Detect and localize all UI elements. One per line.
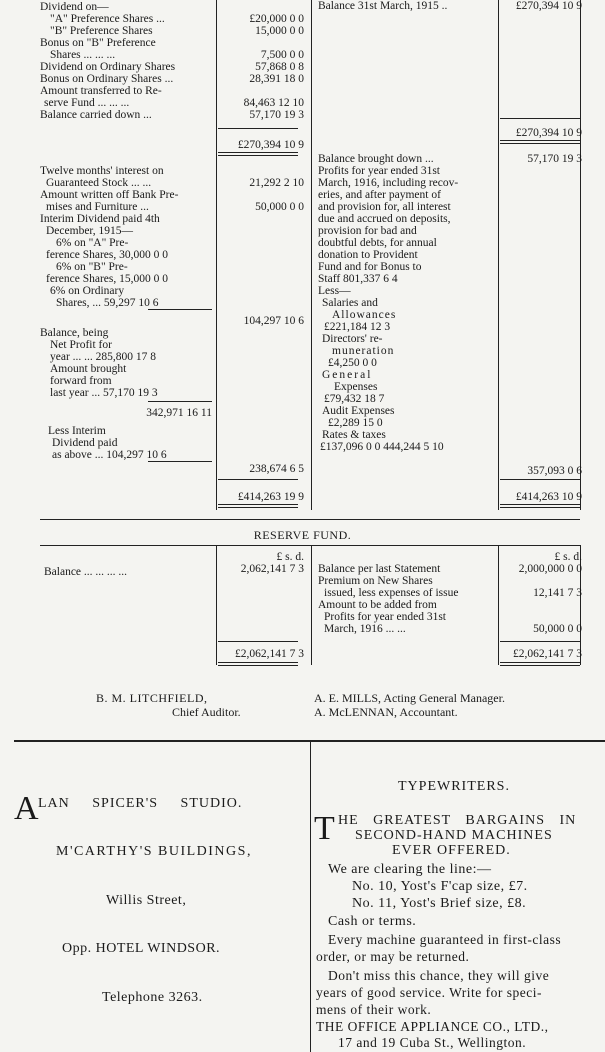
subtotal-rule	[218, 641, 298, 642]
entry-line: Balance, being	[40, 327, 109, 339]
typewriters-heading: TYPEWRITERS.	[398, 779, 510, 794]
signature-left-title: Chief Auditor.	[172, 705, 241, 719]
signature-right-name: A. E. MILLS, Acting General Manager.	[314, 691, 505, 705]
amount-line: 28,391 18 0	[249, 73, 304, 85]
reserve-fund-title: RESERVE FUND.	[253, 528, 352, 542]
subtotal-rule	[500, 118, 580, 119]
entry-line: last year ... 57,170 19 3	[50, 387, 158, 399]
reserve-right-amount: 12,141 7 3	[533, 587, 582, 599]
entry-line: ference Shares, 30,000 0 0	[46, 249, 168, 261]
typewriters-line: Cash or terms.	[328, 914, 417, 929]
entry-line: £137,096 0 0 444,244 5 10	[320, 441, 444, 453]
amount-line: 15,000 0 0	[255, 25, 304, 37]
entry-line: Salaries and	[322, 297, 378, 309]
entry-line: Less Interim	[48, 425, 106, 437]
typewriters-title-2: SECOND-HAND MACHINES	[355, 828, 553, 843]
entry-line: Interim Dividend paid 4th	[40, 213, 160, 225]
entry-line: Amount to be added from	[318, 599, 437, 611]
entry-line: muneration	[332, 345, 395, 357]
typewriters-line: order, or may be returned.	[316, 949, 470, 964]
entry-line: General	[322, 369, 373, 381]
entry-line: Amount written off Bank Pre-	[40, 189, 179, 201]
amount-line: 84,463 12 10	[243, 97, 304, 109]
reserve-header-rule	[40, 545, 580, 546]
section-divider	[40, 519, 580, 520]
right-grand-total: £414,263 10 9	[515, 491, 582, 503]
entry-line: and provision for, all interest	[318, 201, 451, 213]
entry-line: Expenses	[334, 381, 378, 393]
signature-right-title: A. McLENNAN, Accountant.	[314, 705, 458, 719]
entry-line: Dividend on Ordinary Shares	[40, 61, 176, 73]
entry-line: provision for bad and	[318, 225, 417, 237]
entry-line: Profits for year ended 31st	[318, 165, 440, 177]
subtotal-rule	[500, 641, 580, 642]
typewriters-line: No. 11, Yost's Brief size, £8.	[352, 896, 527, 911]
entry-line: Amount transferred to Re-	[40, 85, 162, 97]
total-rule	[218, 152, 298, 156]
total-rule	[500, 662, 580, 666]
left-less-entries	[48, 425, 167, 461]
entry-line: donation to Provident	[318, 249, 418, 261]
entry-line: "A" Preference Shares ...	[50, 13, 165, 25]
entry-line: March, 1916 ... ...	[324, 623, 406, 635]
typewriters-title-3: EVER OFFERED.	[392, 843, 511, 858]
subtotal-rule	[218, 128, 298, 129]
entry-line: Guaranteed Stock ... ...	[46, 177, 152, 189]
entry-line: Balance brought down ...	[318, 153, 434, 165]
typewriters-line: years of good service. Write for speci-	[316, 985, 543, 1000]
entry-line: Net Profit for	[50, 339, 112, 351]
balance-brought-down-amount: 57,170 19 3	[527, 153, 582, 165]
entry-line: due and accrued on deposits,	[318, 213, 451, 225]
left-net-entries	[40, 327, 158, 399]
reserve-col-head: £ s. d.	[276, 551, 304, 563]
studio-telephone: Telephone 3263.	[102, 990, 203, 1005]
entry-line: Dividend paid	[52, 437, 118, 449]
reserve-left-total: £2,062,141 7 3	[235, 648, 304, 660]
entry-line: Audit Expenses	[322, 405, 395, 417]
typewriters-line: Don't miss this chance, they will give	[328, 968, 550, 983]
studio-dropcap: A	[14, 790, 39, 827]
entry-line: year ... ... 285,800 17 8	[50, 351, 157, 363]
left-grand-total: £414,263 19 9	[237, 491, 304, 503]
net-sum: 342,971 16 11	[146, 407, 212, 419]
total-rule	[500, 504, 580, 508]
total-rule	[218, 504, 298, 508]
entry-line: Amount brought	[50, 363, 127, 375]
entry-line: 6% on "B" Pre-	[56, 261, 128, 273]
sub-rule	[148, 309, 212, 310]
entry-line: Allowances	[332, 309, 397, 321]
entry-line: Premium on New Shares	[318, 575, 433, 587]
entry-line: £79,432 18 7	[324, 393, 385, 405]
net-profit-amount: 357,093 0 6	[527, 465, 582, 477]
entry-line: doubtful debts, for annual	[318, 237, 437, 249]
typewriters-dropcap: T	[314, 810, 335, 847]
entry-line: issued, less expenses of issue	[324, 587, 459, 599]
entry-line: Dividend on—	[40, 1, 109, 13]
ad-divider	[310, 742, 311, 1052]
entry-line: serve Fund ... ... ...	[44, 97, 130, 109]
amount-line: £20,000 0 0	[249, 13, 304, 25]
entry-line: 6% on "A" Pre-	[56, 237, 129, 249]
entry-line: Shares ... ... ...	[50, 49, 116, 61]
entry-line: 6% on Ordinary	[50, 285, 125, 297]
written-off-amount: 50,000 0 0	[255, 201, 304, 213]
typewriters-title-1: HE GREATEST BARGAINS IN	[338, 813, 577, 828]
total-rule	[500, 140, 580, 144]
entry-line: Balance carried down ...	[40, 109, 152, 121]
entry-line: ference Shares, 15,000 0 0	[46, 273, 168, 285]
entry-line: Staff 801,337 6 4	[318, 273, 398, 285]
amount-line	[212, 85, 304, 97]
entry-line: forward from	[50, 375, 112, 387]
amount-line: 57,868 0 8	[255, 61, 304, 73]
entry-line: £221,184 12 3	[324, 321, 391, 333]
signature-left-name: B. M. LITCHFIELD,	[96, 691, 208, 705]
entry-line: £4,250 0 0	[328, 357, 377, 369]
studio-building: M'CARTHY'S BUILDINGS,	[56, 844, 252, 859]
amount-line: 7,500 0 0	[260, 49, 304, 61]
interest-amount: 21,292 2 10	[249, 177, 304, 189]
entry-line: Twelve months' interest on	[40, 165, 164, 177]
amount-column-rule-right	[498, 0, 499, 510]
studio-street: Willis Street,	[106, 893, 187, 908]
entry-line: Shares, ... 59,297 10 6	[56, 297, 159, 309]
reserve-divider	[311, 545, 312, 665]
entry-line: Less—	[318, 285, 351, 297]
right-top-total: £270,394 10 9	[515, 127, 582, 139]
entry-line: £2,289 15 0	[328, 417, 383, 429]
total-rule	[218, 662, 298, 666]
column-divider	[311, 0, 312, 510]
entry-line: March, 1916, including recov-	[318, 177, 459, 189]
studio-location: Opp. HOTEL WINDSOR.	[62, 941, 221, 956]
left-top-amounts	[212, 1, 304, 121]
entry-line: December, 1915—	[46, 225, 134, 237]
right-mid-entries	[318, 153, 458, 453]
company-address: 17 and 19 Cuba St., Wellington.	[338, 1035, 527, 1050]
entry-line: mises and Furniture ...	[46, 201, 149, 213]
entry-line: Fund and for Bonus to	[318, 261, 422, 273]
studio-title: LAN SPICER'S STUDIO.	[38, 796, 243, 811]
right-top-amount: £270,394 10 9	[515, 0, 582, 12]
sub-rule	[148, 401, 212, 402]
left-top-entries	[40, 1, 175, 121]
entry-line: Directors' re-	[322, 333, 383, 345]
reserve-left-amount: 2,062,141 7 3	[240, 563, 304, 575]
company-name: THE OFFICE APPLIANCE CO., LTD.,	[316, 1019, 549, 1034]
typewriters-line: No. 10, Yost's F'cap size, £7.	[352, 879, 528, 894]
entry-line: Bonus on "B" Preference	[40, 37, 156, 49]
entry-line: "B" Preference Shares	[50, 25, 153, 37]
entry-line: as above ... 104,297 10 6	[52, 449, 167, 461]
reserve-right-amount: 2,000,000 0 0	[518, 563, 582, 575]
reserve-right-amount: 50,000 0 0	[533, 623, 582, 635]
amount-line	[212, 1, 304, 13]
entry-line: Balance per last Statement	[318, 563, 441, 575]
entry-line: Profits for year ended 31st	[324, 611, 446, 623]
sub-rule	[148, 461, 212, 462]
left-top-total: £270,394 10 9	[237, 139, 304, 151]
amount-line	[212, 37, 304, 49]
subtotal-rule	[500, 479, 580, 480]
subtotal-rule	[218, 479, 298, 480]
right-top-line: Balance 31st March, 1915 ..	[318, 0, 448, 12]
reserve-right-entries	[318, 563, 458, 635]
typewriters-line: We are clearing the line:—	[328, 862, 492, 877]
typewriters-line: mens of their work.	[316, 1002, 432, 1017]
reserve-left-line: Balance ... ... ... ...	[44, 566, 128, 578]
amount-line: 57,170 19 3	[249, 109, 304, 121]
left-mid-entries	[40, 165, 178, 309]
entry-line: eries, and after payment of	[318, 189, 441, 201]
entry-line: Rates & taxes	[322, 429, 386, 441]
column-right-rule	[580, 0, 581, 510]
typewriters-line: Every machine guaranteed in first-class	[328, 932, 562, 947]
reserve-right-total: £2,062,141 7 3	[513, 648, 582, 660]
entry-line: Bonus on Ordinary Shares ...	[40, 73, 174, 85]
net-amount: 238,674 6 5	[249, 463, 304, 475]
reserve-col-head: £ s. d.	[554, 551, 582, 563]
interim-dividend-total: 104,297 10 6	[243, 315, 304, 327]
